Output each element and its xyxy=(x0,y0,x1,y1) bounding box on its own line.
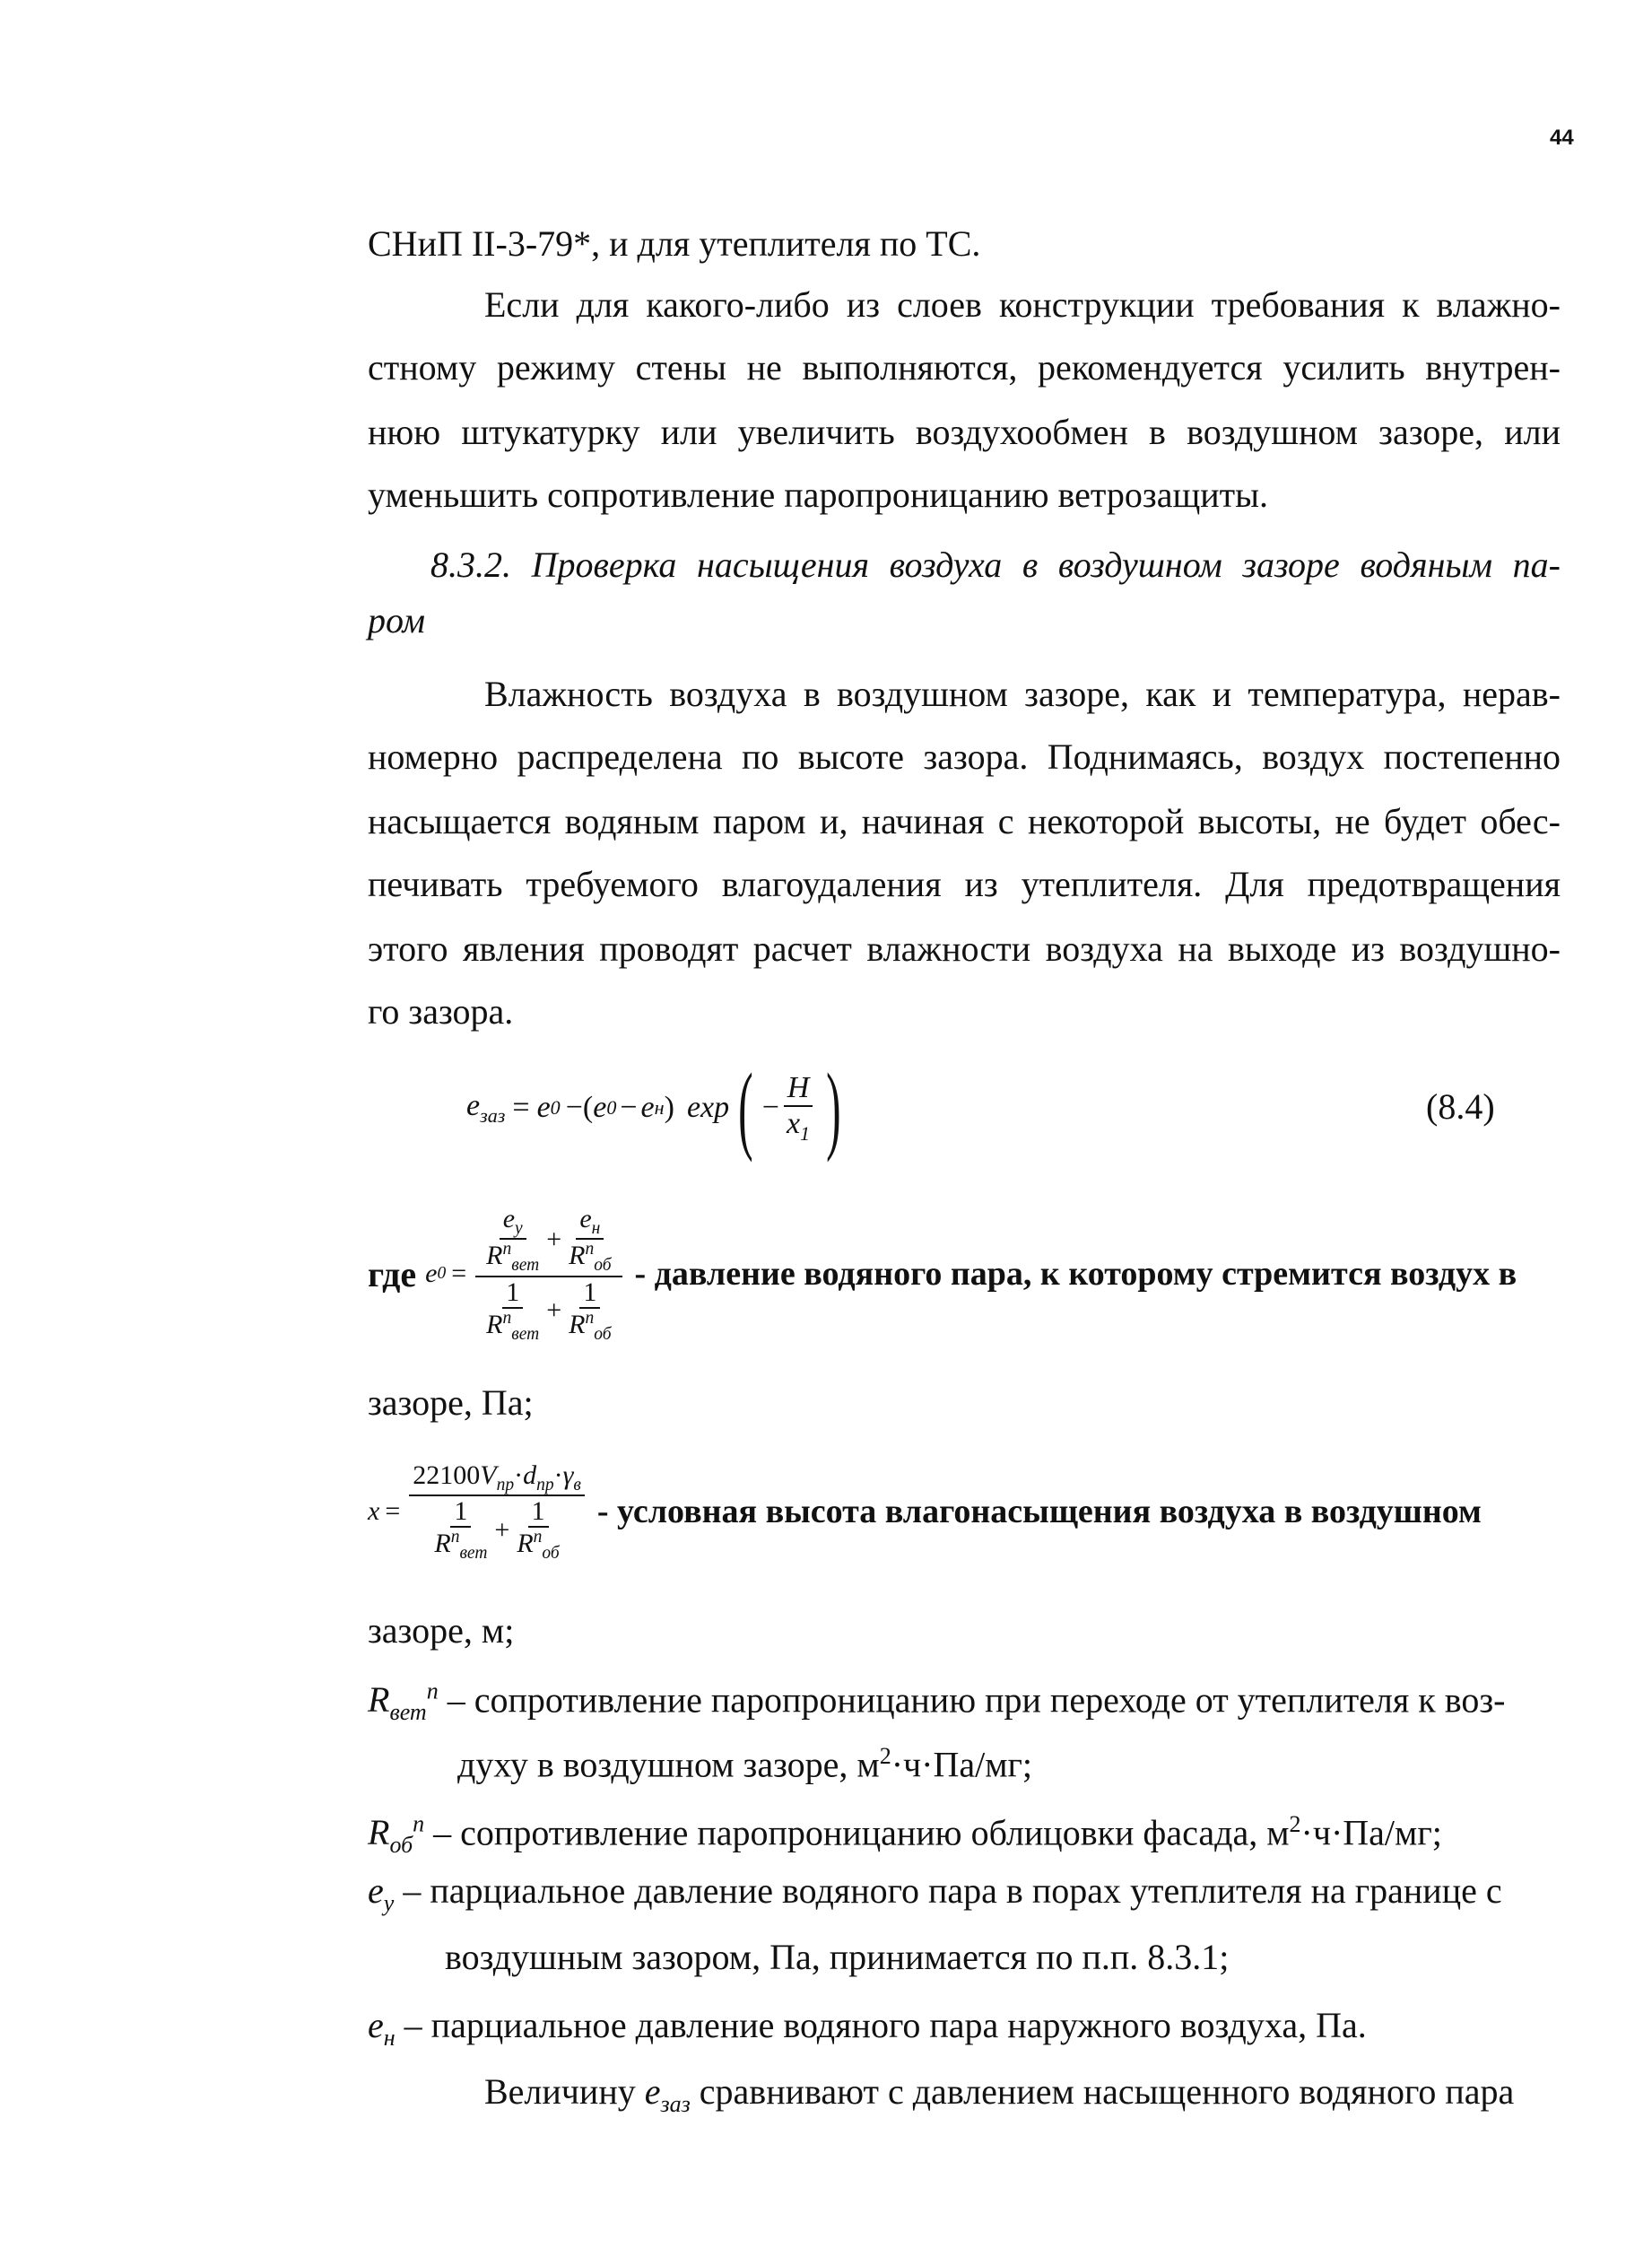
formula-en: e xyxy=(640,1091,655,1124)
paragraph-3-line-2: номерно распределена по высоте зазора. Поднимаясь, воздух постепенно xyxy=(368,736,1561,777)
x-den-frac-2 xyxy=(513,1496,562,1563)
x-formula xyxy=(368,1460,588,1564)
ezaz-symbol: $e_{заз}$ xyxy=(644,2071,691,2117)
x-symbol: x xyxy=(368,1496,380,1526)
x-rvet: $R^п_{вет}$ xyxy=(434,1528,488,1563)
formula-close-paren: ) xyxy=(664,1091,674,1124)
e0-denominator xyxy=(475,1277,622,1344)
def-rvet-line-1 xyxy=(368,1670,1505,1734)
formula-fraction xyxy=(783,1071,813,1144)
section-heading-line-2: ром xyxy=(368,600,426,640)
ey-symbol: $e_у$ xyxy=(368,1870,395,1916)
x-one-1: 1 xyxy=(450,1496,471,1528)
paragraph-2-line-2: стному режиму стены не выполняются, рекомендуется усилить внутрен- xyxy=(368,347,1561,388)
def-rvet-line-2: духу в воздушном зазоре, $м^2\cdot ч\cdot Па/мг$; xyxy=(457,1743,1033,1785)
def-ey-line-2: воздушным зазором, Па, принимается по п.п. 8.3.1; xyxy=(445,1937,1230,1977)
e0-rvet-2: $R^п_{вет}$ xyxy=(486,1308,540,1344)
paragraph-3-line-1: Влажность воздуха в воздушном зазоре, как и температура, нерав- xyxy=(484,674,1561,714)
last-line: Величину $e_{заз}$ сравнивают с давлением насыщенного водяного пара xyxy=(484,2071,1515,2117)
formula-exp: exp xyxy=(686,1091,730,1124)
def-en xyxy=(368,2004,1367,2060)
e0-description-tail: зазоре, Па; xyxy=(368,1382,534,1423)
e0-ey: $e_у$ xyxy=(500,1204,526,1240)
x-one-2: 1 xyxy=(528,1496,549,1528)
paragraph-2-line-3: нюю штукатурку или увеличить воздухообмен в воздушном зазоре, или xyxy=(368,412,1561,452)
paragraph-3-line-4: печивать требуемого влагоудаления из утеплителя. Для предотвращения xyxy=(368,864,1561,904)
e0-rob: $R^п_{об}$ xyxy=(569,1240,612,1276)
x-big-fraction xyxy=(409,1460,585,1564)
big-paren-left: ( xyxy=(738,1053,753,1163)
x-description: - условная высота влагонасыщения воздуха в воздушном xyxy=(596,1493,1482,1530)
page-number: 44 xyxy=(1550,126,1574,150)
e0-numerator xyxy=(475,1204,622,1277)
e0-rvet: $R^п_{вет}$ xyxy=(486,1240,540,1276)
e0-den-frac-1 xyxy=(483,1277,543,1344)
e0-big-fraction xyxy=(475,1204,622,1344)
formula-eq: = xyxy=(512,1091,530,1124)
rvet-description: – сопротивление паропроницанию при переходе от утеплителя к воз- xyxy=(438,1679,1506,1721)
paragraph-1-line-1: СНиП II-3-79*, и для утеплителя по ТС. xyxy=(368,223,981,264)
rvet-symbol: $R_{вет}^п$ xyxy=(368,1678,439,1726)
fraction-denominator: $x_1$ xyxy=(786,1106,811,1145)
x-definition xyxy=(368,1435,1482,1588)
fraction-numerator: H xyxy=(784,1071,813,1106)
x-eq: = xyxy=(385,1496,401,1526)
paragraph-3-line-3: насыщается водяным паром и, начиная с некоторой высоты, не будет обес- xyxy=(368,801,1561,841)
formula-minus-2: − xyxy=(620,1091,638,1124)
x-denominator xyxy=(423,1496,570,1563)
e0-definition xyxy=(368,1184,1517,1364)
en-symbol: $e_н$ xyxy=(368,2005,396,2051)
x-plus: + xyxy=(494,1514,510,1545)
x-numerator: $22100V_{пр}\cdot d_{пр}\cdot\gamma_в$ xyxy=(409,1460,585,1496)
formula-e0: e xyxy=(536,1091,551,1124)
where-label: где xyxy=(368,1253,417,1294)
formula-number: (8.4) xyxy=(1426,1086,1495,1127)
paragraph-3-line-5: этого явления проводят расчет влажности воздуха на выходе из воздушно- xyxy=(368,928,1561,969)
formula-8-4: $e_{заз}$ = e 0 −( e 0 − e н ) exp ( − $\frac{H}{x_1}$ ) xyxy=(466,1053,841,1163)
e0-symbol: e xyxy=(425,1259,438,1288)
e0-plus-1: + xyxy=(546,1224,562,1255)
formula-lhs: $e_{заз}$ xyxy=(466,1088,506,1127)
paragraph-2-line-4: уменьшить сопротивление паропроницанию ветрозащиты. xyxy=(368,475,1269,515)
big-paren-right: ) xyxy=(826,1053,841,1163)
e0-plus-2: + xyxy=(546,1295,562,1326)
x-description-tail: зазоре, м; xyxy=(368,1610,515,1651)
e0-num-frac-1 xyxy=(483,1204,543,1276)
x-den-frac-1 xyxy=(430,1496,491,1563)
paragraph-3-line-6: го зазора. xyxy=(368,991,514,1032)
e0-one-1: 1 xyxy=(502,1277,523,1309)
ey-description: – парциальное давление водяного пара в порах утеплителя на границе с xyxy=(394,1870,1502,1911)
en-description: – парциальное давление водяного пара наружного воздуха, Па. xyxy=(395,2005,1367,2045)
e0-den-frac-2 xyxy=(565,1277,614,1344)
e0-rob-2: $R^п_{об}$ xyxy=(569,1308,612,1344)
e0-one-2: 1 xyxy=(579,1277,600,1309)
formula-minus: −( xyxy=(565,1091,594,1124)
x-rob: $R^п_{об}$ xyxy=(517,1528,560,1563)
paragraph-2-line-1: Если для какого-либо из слоев конструкции требования к влажно- xyxy=(484,284,1561,325)
def-ey-line-1 xyxy=(368,1869,1502,1925)
e0-num-frac-2 xyxy=(565,1204,614,1276)
e0-eq: = xyxy=(451,1259,467,1288)
formula-e0-b: e xyxy=(593,1091,607,1124)
def-rob: $R_{об}^п$ – сопротивление паропроницанию облицовки фасада, $м^2\cdot ч\cdot Па/мг$; xyxy=(368,1811,1442,1859)
section-heading-line-1: 8.3.2. Проверка насыщения воздуха в воздушном зазоре водяным па- xyxy=(430,545,1561,585)
rob-symbol: $R_{об}^п$ xyxy=(368,1811,425,1859)
e0-description: - давление водяного пара, к которому стремится воздух в xyxy=(634,1255,1517,1293)
e0-formula: e 0 = $\frac{e_у}{R^п_{вет}}$ + $\frac{e_н}{R^п_{об}}$ $\frac{1}{R^п_{вет}}$ + $\frac{1}{R^п_{об}}$ xyxy=(425,1204,625,1344)
e0-en: $e_н$ xyxy=(576,1204,604,1240)
formula-neg: − xyxy=(761,1091,779,1124)
